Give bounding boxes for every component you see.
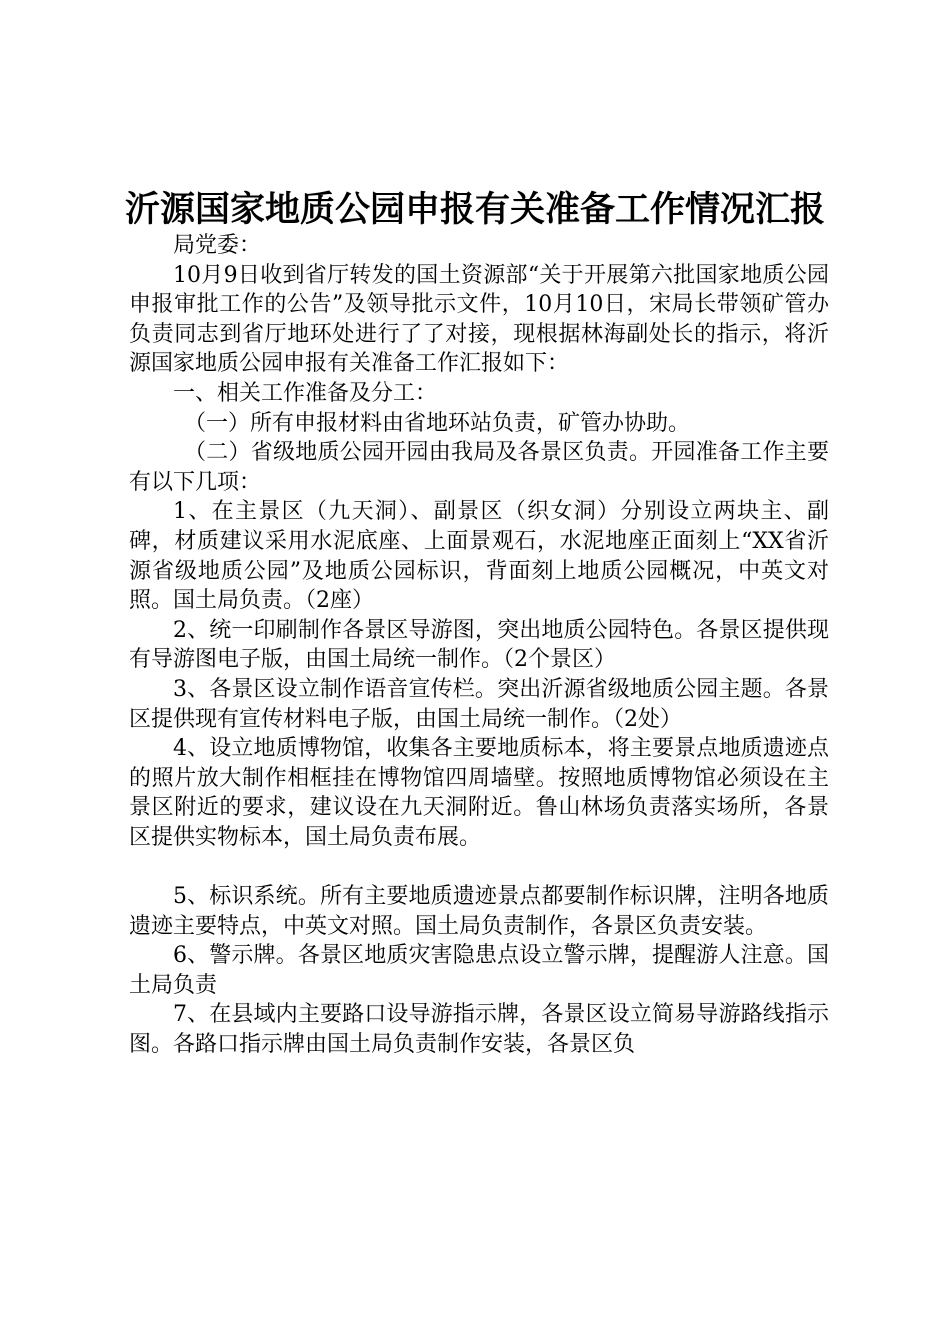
item-3: 3、各景区设立制作语音宣传栏。突出沂源省级地质公园主题。各景区提供现有宣传材料电子版，由国土局统一制作。（2处） xyxy=(129,676,829,732)
item-4: 4、设立地质博物馆，收集各主要地质标本，将主要景点地质遗迹点的照片放大制作相框挂在博物馆四周墙壁。按照地质博物馆必须设在主景区附近的要求，建议设在九天洞附近。鲁山林场负责落实场所，各景区提供实物标本，国土局负责布展。 xyxy=(129,736,829,850)
document-title: 沂源国家地质公园申报有关准备工作情况汇报 xyxy=(124,189,825,230)
item-7: 7、在县域内主要路口设导游指示牌，各景区设立简易导游路线指示图。各路口指示牌由国土局负责制作安装，各景区负 xyxy=(129,1002,829,1058)
item-6: 6、警示牌。各景区地质灾害隐患点设立警示牌，提醒游人注意。国土局负责 xyxy=(129,943,829,998)
item-5: 5、标识系统。所有主要地质遗迹景点都要制作标识牌，注明各地质遗迹主要特点，中英文对照。国土局负责制作，各景区负责安装。 xyxy=(129,884,829,939)
item-1: 1、在主景区（九天洞）、副景区（织女洞）分别设立两块主、副碑，材质建议采用水泥底座、上面景观石，水泥地座正面刻上“XX省沂源省级地质公园”及地质公园标识，背面刻上地质公园概况，中英文对照。国土局负责。（2座） xyxy=(129,499,829,614)
subsection-1: （一）所有申报材料由省地环站负责，矿管办协助。 xyxy=(184,410,691,436)
paragraph-salutation: 局党委： xyxy=(173,233,262,258)
section-heading-1: 一、相关工作准备及分工： xyxy=(173,380,438,406)
paragraph-intro: 10月9日收到省厅转发的国土资源部“关于开展第六批国家地质公园申报审批工作的公告”及领导批示文件，10月10日，宋局长带领矿管办负责同志到省厅地环处进行了了对接，现根据林海副处长的指示，将沂源国家地质公园申报有关准备工作汇报如下： xyxy=(129,262,829,377)
item-2: 2、统一印刷制作各景区导游图，突出地质公园特色。各景区提供现有导游图电子版，由国土局统一制作。（2个景区） xyxy=(129,617,829,673)
subsection-2: （二）省级地质公园开园由我局及各景区负责。开园准备工作主要有以下几项： xyxy=(129,440,829,495)
document-body xyxy=(129,231,829,1060)
